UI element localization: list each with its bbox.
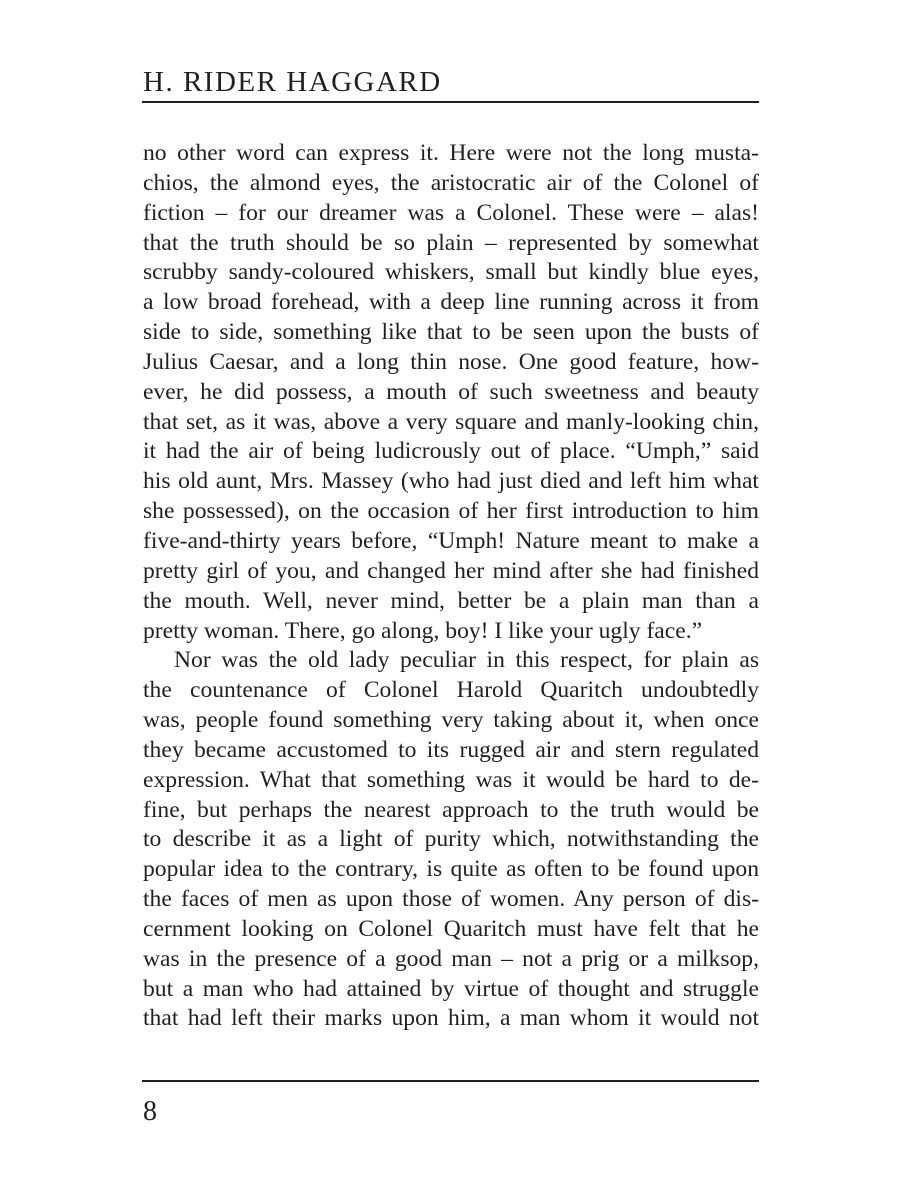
text-line: pretty girl of you, and changed her mind after she had finished xyxy=(143,557,759,584)
text-line: expression. What that something was it would be hard to de- xyxy=(143,766,759,793)
text-line: no other word can express it. Here were not the long musta- xyxy=(143,140,759,166)
text-line: she possessed), on the occasion of her first introduction to him xyxy=(143,498,759,525)
text-line: it had the air of being ludicrously out of place. “Umph,” said xyxy=(143,438,759,465)
text-line: that set, as it was, above a very square and manly-looking chin, xyxy=(143,408,759,435)
body-text xyxy=(143,139,759,1034)
text-line: the countenance of Colonel Harold Quaritch undoubtedly xyxy=(143,677,759,704)
text-line: to describe it as a light of purity which, notwithstanding the xyxy=(143,826,759,853)
text-line: ever, he did possess, a mouth of such sweetness and beauty xyxy=(143,378,759,405)
text-line: the mouth. Well, never mind, better be a plain man than a xyxy=(143,587,759,614)
text-line: his old aunt, Mrs. Massey (who had just died and left him what xyxy=(143,468,759,495)
text-line: a low broad forehead, with a deep line running across it from xyxy=(143,289,759,316)
text-line: fiction – for our dreamer was a Colonel. These were – alas! xyxy=(143,199,759,226)
text-line: scrubby sandy-coloured whiskers, small but kindly blue eyes, xyxy=(143,259,759,286)
text-line: the faces of men as upon those of women. Any person of dis- xyxy=(143,886,759,913)
header-rule xyxy=(142,101,759,103)
text-line: that had left their marks upon him, a man whom it would not xyxy=(143,1005,759,1032)
text-line: five-and-thirty years before, “Umph! Nature meant to make a xyxy=(143,527,759,554)
text-line: cernment looking on Colonel Quaritch must have felt that he xyxy=(143,915,759,942)
text-line: but a man who had attained by virtue of thought and struggle xyxy=(143,975,759,1002)
text-line: side to side, something like that to be seen upon the busts of xyxy=(143,319,759,346)
text-line: that the truth should be so plain – represented by somewhat xyxy=(143,229,759,256)
text-line: was in the presence of a good man – not a prig or a milksop, xyxy=(143,945,759,972)
text-line-paragraph-end: pretty woman. There, go along, boy! I like your ugly face.” xyxy=(143,617,703,644)
text-line: they became accustomed to its rugged air and stern regulated xyxy=(143,736,759,763)
page-number: 8 xyxy=(143,1096,157,1127)
running-head: H. RIDER HAGGARD xyxy=(143,66,442,98)
text-line-paragraph-start: Nor was the old lady peculiar in this respect, for plain as xyxy=(174,647,759,674)
text-line: fine, but perhaps the nearest approach to the truth would be xyxy=(143,796,759,823)
footer-rule xyxy=(142,1080,759,1082)
text-line: was, people found something very taking about it, when once xyxy=(143,707,759,734)
text-line: chios, the almond eyes, the aristocratic air of the Colonel of xyxy=(143,169,759,196)
text-line: popular idea to the contrary, is quite as often to be found upon xyxy=(143,856,759,883)
text-line: Julius Caesar, and a long thin nose. One good feature, how- xyxy=(143,348,759,375)
